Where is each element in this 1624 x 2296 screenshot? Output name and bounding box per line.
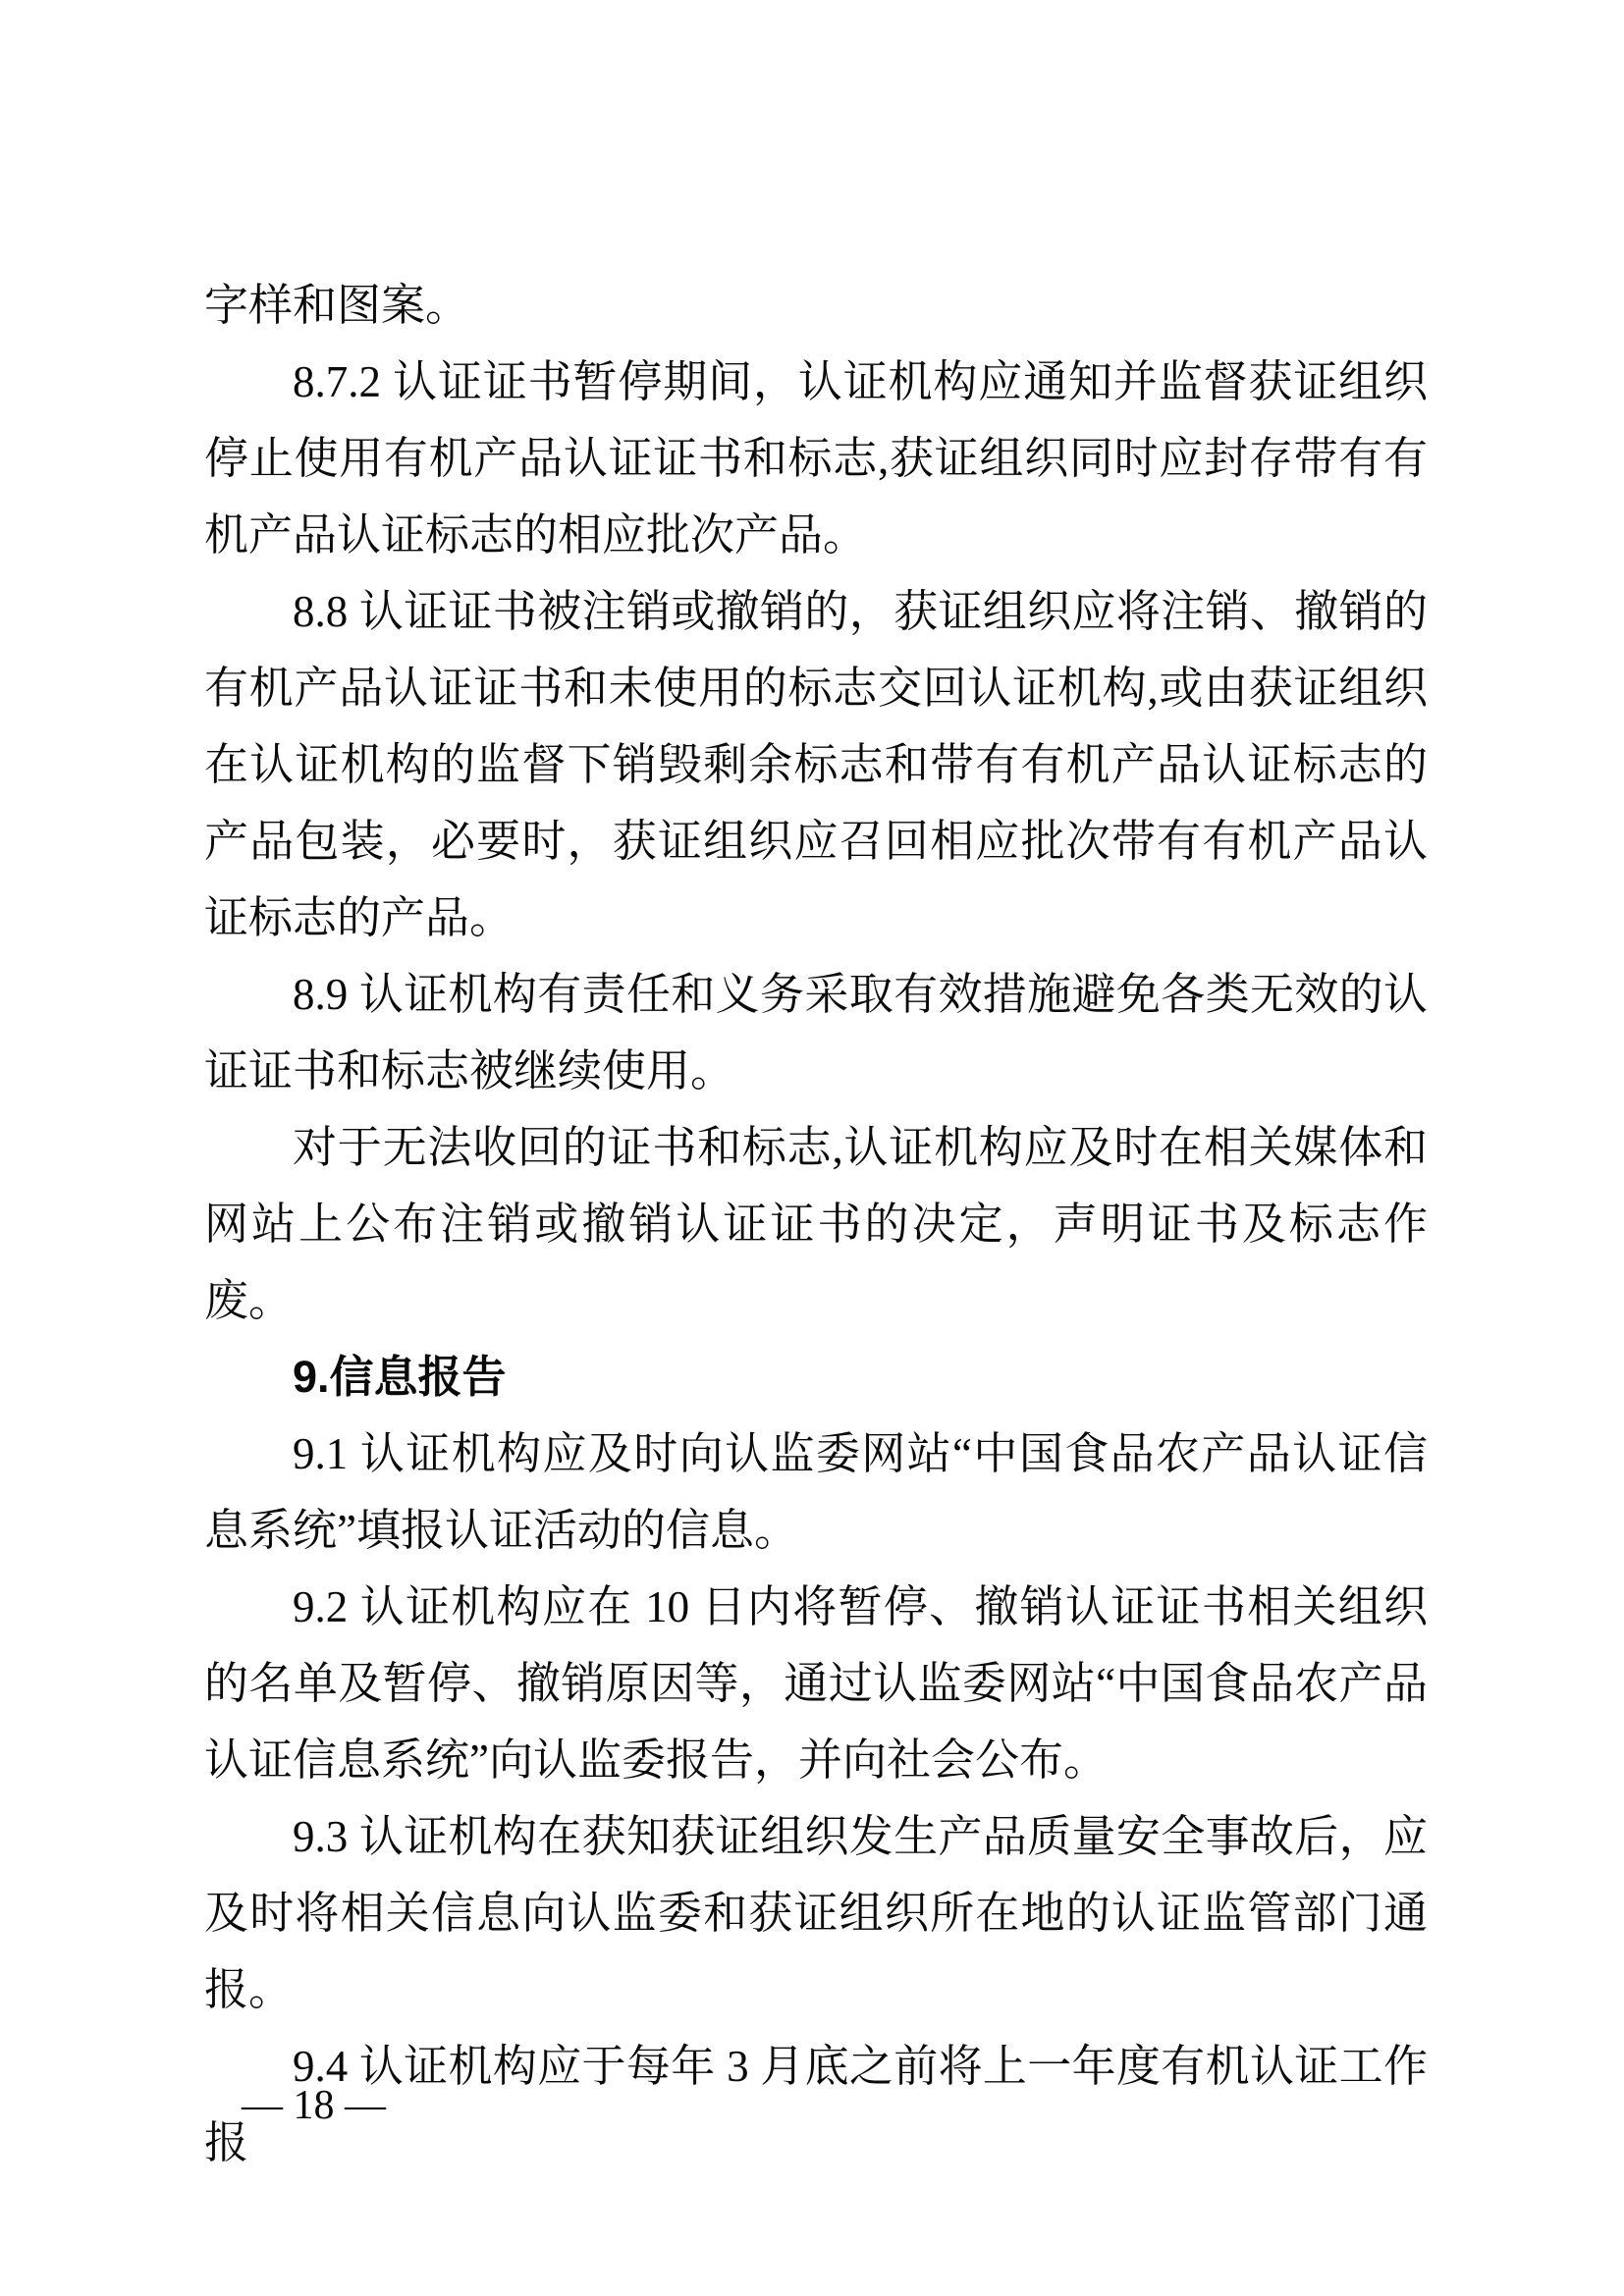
- paragraph-continuation: 字样和图案。: [204, 281, 470, 330]
- paragraph-8-8: 8.8 认证证书被注销或撤销的，获证组织应将注销、撤销的有机产品认证证书和未使用的标志交回认证机构,或由获证组织在认证机构的监督下销毁剩余标志和带有有机产品认证标志的产品包装，必要时，获证组织应召回相应批次带有有机产品认证标志的产品。: [204, 587, 1428, 942]
- paragraph-8-9-supplement: 对于无法收回的证书和标志,认证机构应及时在相关媒体和网站上公布注销或撤销认证证书的决定，声明证书及标志作废。: [204, 1123, 1428, 1325]
- paragraph-9-4: 9.4 认证机构应于每年 3 月底之前将上一年度有机认证工作报: [204, 2042, 1428, 2167]
- page-number: — 18 —: [242, 2083, 386, 2128]
- paragraph-9-2: 9.2 认证机构应在 10 日内将暂停、撤销认证证书相关组织的名单及暂停、撤销原因等，通过认监委网站“中国食品农产品认证信息系统”向认监委报告，并向社会公布。: [204, 1582, 1428, 1785]
- paragraph-9-3: 9.3 认证机构在获知获证组织发生产品质量安全事故后，应及时将相关信息向认监委和获证组织所在地的认证监管部门通报。: [204, 1812, 1428, 2014]
- paragraph-8-9: 8.9 认证机构有责任和义务采取有效措施避免各类无效的认证证书和标志被继续使用。: [204, 970, 1428, 1095]
- text-block: [204, 267, 1428, 2181]
- paragraph-9-1: 9.1 认证机构应及时向认监委网站“中国食品农产品认证信息系统”填报认证活动的信息。: [204, 1429, 1428, 1555]
- section-heading-9: 9.信息报告: [293, 1352, 507, 1402]
- paragraph-8-7-2: 8.7.2 认证证书暂停期间，认证机构应通知并监督获证组织停止使用有机产品认证证书和标志,获证组织同时应封存带有有机产品认证标志的相应批次产品。: [204, 357, 1428, 560]
